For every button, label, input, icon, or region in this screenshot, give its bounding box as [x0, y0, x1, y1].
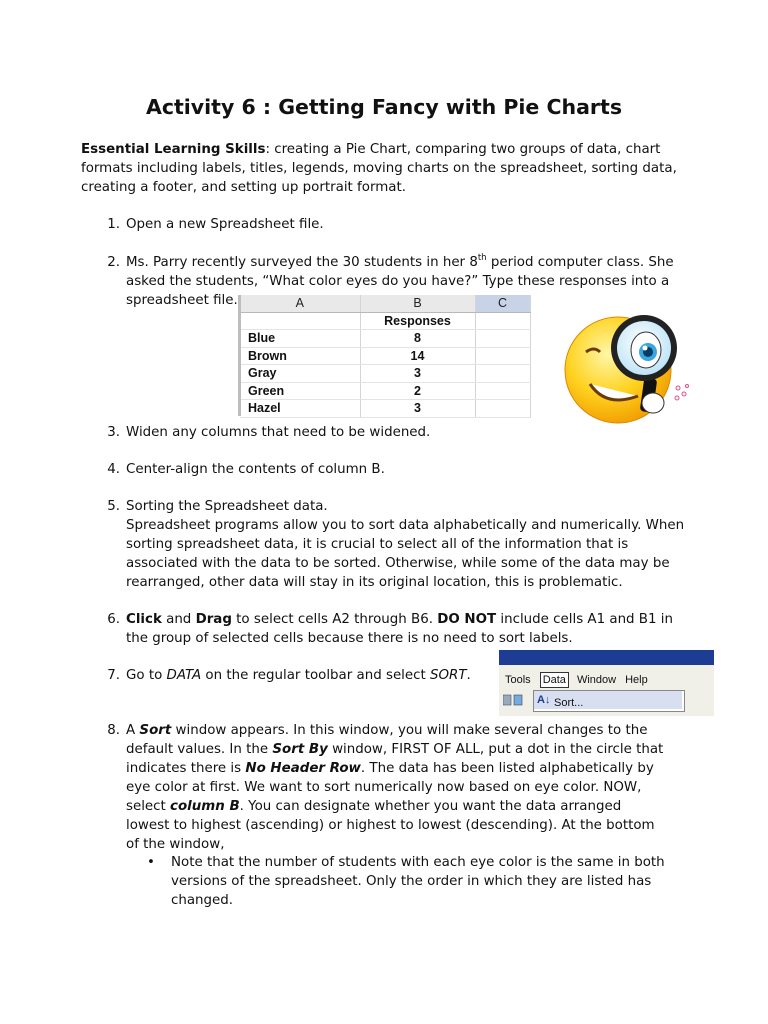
page-title: Activity 6 : Getting Fancy with Pie Charts: [145, 95, 623, 119]
table-row: [240, 400, 530, 418]
cell-responses: 14: [360, 347, 475, 365]
column-header-b: B: [360, 295, 475, 312]
emphasis-column-b: column B: [170, 799, 240, 814]
intro-paragraph: [81, 140, 691, 197]
cell-color: Gray: [240, 365, 360, 383]
cell-color: Green: [240, 382, 360, 400]
menu-tools: Tools: [505, 674, 531, 686]
step-8-text-3: window, FIRST OF ALL, put a dot in the circle that indicates there is: [126, 742, 664, 776]
step-number: 8.: [107, 723, 120, 738]
emphasis-sort-by: Sort By: [272, 742, 328, 757]
cell-responses-header: Responses: [360, 312, 475, 330]
column-header-c: C: [475, 295, 530, 312]
step-5-heading: Sorting the Spreadsheet data.: [126, 499, 328, 514]
sort-az-icon: A↓: [537, 694, 551, 706]
cell: [475, 347, 530, 365]
intro-text: : creating a Pie Chart, comparing two groups of data, chart formats including labels, titles, legends, moving charts on the spreadsheet, sorting data, creating a footer, and setting up portrait format.: [81, 142, 677, 195]
cell-responses: 2: [360, 382, 475, 400]
step-3-text: Widen any columns that need to be widened.: [126, 425, 431, 440]
menu-window: Window: [576, 674, 617, 686]
cell: [475, 400, 530, 418]
toolbar-icons: [503, 694, 523, 706]
emphasis-data: DATA: [166, 668, 202, 683]
column-header-a: A: [240, 295, 360, 312]
step-number: 1.: [107, 217, 120, 232]
step-number: 2.: [107, 255, 120, 270]
cell-responses: 3: [360, 400, 475, 418]
step-8-text: [126, 721, 666, 854]
sort-menu-item: Sort...: [554, 697, 584, 709]
toolbar-screenshot: [499, 650, 714, 716]
title-bar: [499, 650, 714, 665]
cell-color: Blue: [240, 330, 360, 348]
step-1-text: Open a new Spreadsheet file.: [126, 217, 324, 232]
step-8-bullet: Note that the number of students with each eye color is the same in both versions of the spreadsheet. Only the order in which they are listed has changed.: [171, 855, 665, 908]
step-7-text-c: .: [466, 668, 471, 683]
table-row: [240, 347, 530, 365]
data-dropdown: [533, 690, 685, 712]
row-header-bar: [238, 295, 241, 416]
emphasis-click: Click: [126, 612, 162, 627]
emphasis-sort: SORT: [430, 668, 467, 683]
step-4-text: Center-align the contents of column B.: [126, 462, 385, 477]
step-number: 3.: [107, 425, 120, 440]
emphasis-sort-window: Sort: [139, 723, 172, 738]
step-2-text-b: period computer class. She asked the students, “What color eyes do you have?” Type these responses into a spreadsheet file.: [126, 255, 674, 308]
smiley-magnifying-glass-icon: [560, 300, 725, 430]
cell-responses: 8: [360, 330, 475, 348]
step-number: 7.: [107, 668, 120, 683]
step-6-text: [126, 610, 686, 648]
intro-label: Essential Learning Skills: [81, 142, 266, 157]
menu-bar: [505, 671, 657, 690]
step-number: 5.: [107, 499, 120, 514]
emphasis-drag: Drag: [195, 612, 232, 627]
step-7-text-b: on the regular toolbar and select: [201, 668, 431, 683]
table-row: [240, 330, 530, 348]
step-8-text-2: window appears. In this window, you will make several changes to the default values. In the: [126, 723, 648, 757]
bullet-icon: •: [147, 855, 155, 870]
step-5-body: Spreadsheet programs allow you to sort data alphabetically and numerically. When sorting spreadsheet data, it is crucial to select all of the information that is associated with the data to be sorted. Otherwise, while some of the data may be rearranged, other data will stay in its original location, this is problematic.: [126, 518, 685, 590]
cell: [475, 312, 530, 330]
cell: [475, 365, 530, 383]
step-8-text-4: . The data has been listed alphabetically by eye color at first. We want to sort numerically now based on eye color. NOW, select: [126, 761, 654, 814]
cell: [475, 382, 530, 400]
table-row: [240, 365, 530, 383]
step-number: 6.: [107, 612, 120, 627]
cell-color: Brown: [240, 347, 360, 365]
ordinal-suffix: th: [477, 252, 487, 263]
table-row: [240, 382, 530, 400]
menu-data: Data: [540, 672, 569, 688]
spreadsheet-table: [240, 295, 530, 416]
emphasis-do-not: DO NOT: [437, 612, 497, 627]
step-6-text-end: include cells A1 and B1 in the group of selected cells because there is no need to sort labels.: [126, 612, 673, 646]
emphasis-no-header-row: No Header Row: [245, 761, 361, 776]
step-6-text-and: and: [161, 612, 196, 627]
step-7-text-a: Go to: [126, 668, 167, 683]
cell: [240, 312, 360, 330]
step-8-text-5: . You can designate whether you want the data arranged lowest to highest (ascending) or highest to lowest (descending). At the bottom of the window,: [126, 799, 655, 852]
step-2-text-a: Ms. Parry recently surveyed the 30 students in her 8: [126, 255, 478, 270]
step-8-text-1: A: [126, 723, 140, 738]
step-6-text-mid: to select cells A2 through B6.: [231, 612, 438, 627]
cell: [475, 330, 530, 348]
cell-responses: 3: [360, 365, 475, 383]
menu-help: Help: [625, 674, 648, 686]
cell-color: Hazel: [240, 400, 360, 418]
step-number: 4.: [107, 462, 120, 477]
step-7-text: [126, 666, 496, 685]
